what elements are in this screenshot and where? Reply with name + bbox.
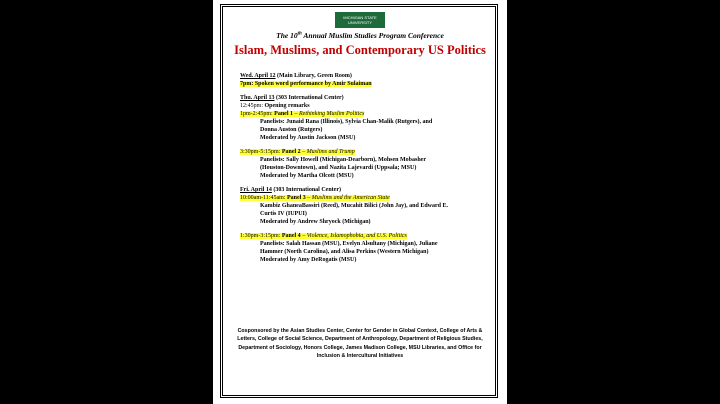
event-line: 12:45pm: Opening remarks [240, 103, 310, 109]
panelists: Donna Auston (Rutgers) [260, 127, 323, 133]
msu-logo: MICHIGAN STATE UNIVERSITY [335, 12, 385, 28]
moderator: Moderated by Andrew Shryock (Michigan) [260, 219, 371, 225]
panel-heading: 1:30pm-3:15pm: Panel 4 – Violence, Islamophobia, and U.S. Politics [240, 233, 407, 239]
panelists: Hammer (North Carolina), and Alisa Perkins (Western Michigan) [260, 249, 429, 255]
flyer-page [213, 0, 507, 404]
panelists: Curtis IV (IUPUI) [260, 211, 307, 217]
moderator: Moderated by Martha Olcott (MSU) [260, 173, 354, 179]
moderator: Moderated by Amy DeRogatis (MSU) [260, 257, 357, 263]
panelists: Panelists: Salah Hassan (MSU), Evelyn Alsultany (Michigan), Juliane [260, 241, 438, 247]
day-heading: Thu. April 13 (303 International Center) [240, 95, 344, 101]
day-heading: Wed. April 12 (Main Library, Green Room) [240, 73, 352, 79]
cosponsors-footer: Cosponsored by the Asian Studies Center, Center for Gender in Global Context, College of Arts & Letters, College of Social Science, Department of Anthropology, Department of Religious Studies, Department of Sociology, Honors College, James Madison College, MSU Libraries, and Office for Inclusion & Intercultural Initiatives [237, 328, 483, 359]
panel-heading: 1pm-2:45pm: Panel 1 – Rethinking Muslim Politics [240, 111, 365, 117]
event-line: 7pm: Spoken word performance by Amir Sulaiman [240, 81, 372, 87]
panelists: Panelists: Sally Howell (Michigan-Dearborn), Mohsen Mobasher [260, 157, 426, 163]
panelists: (Houston-Downtown), and Nazita Lajevardi (Uppsala; MSU) [260, 165, 417, 171]
panelists: Kambiz GhaneaBassiri (Reed), Mucahit Bilici (John Jay), and Edward E. [260, 203, 449, 209]
panel-heading: 10:00am-11:45am: Panel 3 – Muslims and the American State [240, 195, 390, 201]
flyer-title: Islam, Muslims, and Contemporary US Politics [234, 43, 486, 57]
day-heading: Fri. April 14 (303 International Center) [240, 187, 341, 193]
moderator: Moderated by Austin Jackson (MSU) [260, 135, 356, 141]
conference-heading: The 10th Annual Muslim Studies Program Conference [276, 31, 444, 40]
panelists: Panelists: Junaid Rana (Illinois), Sylvia Chan-Malik (Rutgers), and [260, 119, 433, 125]
schedule [240, 72, 490, 264]
panel-heading: 3:30pm-5:15pm: Panel 2 – Muslims and Trump [240, 149, 355, 155]
